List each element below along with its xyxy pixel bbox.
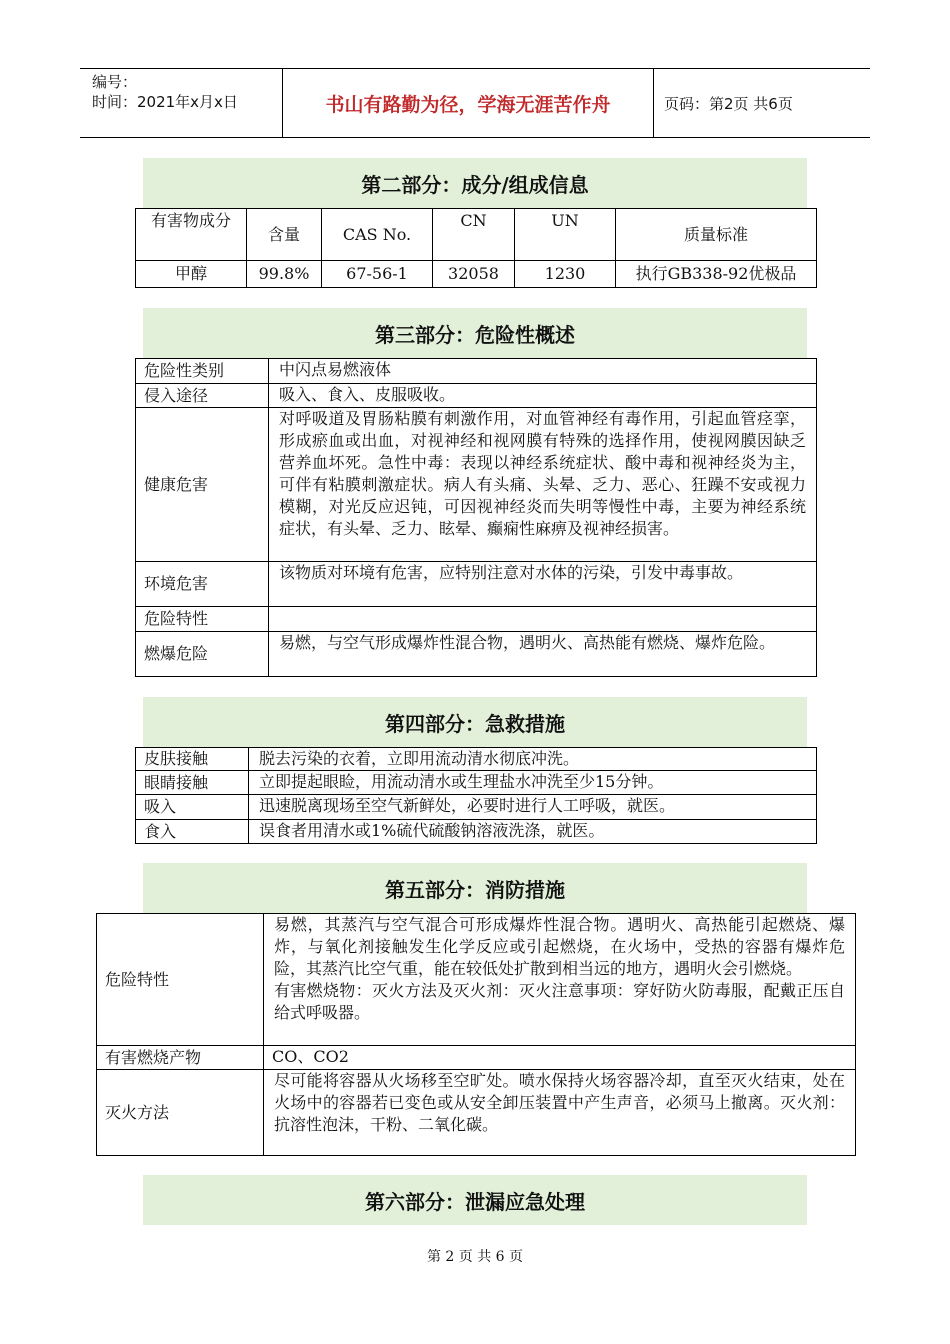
table-row: [136, 820, 817, 844]
table-row: [136, 408, 817, 562]
table-row: [136, 795, 817, 820]
header-component: 有害物成分: [136, 209, 247, 261]
row-label: 侵入途径: [136, 384, 269, 408]
header-un: UN: [515, 209, 616, 261]
document-number-label: 编号：: [92, 73, 138, 91]
row-value: 误食者用清水或1%硫代硫酸钠溶液洗涤，就医。: [249, 820, 817, 844]
row-label: 燃爆危险: [136, 632, 269, 677]
first-aid-table: [135, 747, 817, 844]
row-value: 脱去污染的衣着，立即用流动清水彻底冲洗。: [249, 748, 817, 771]
row-label: 灭火方法: [97, 1070, 264, 1156]
row-label: 皮肤接触: [136, 748, 249, 771]
cell-component: 甲醇: [136, 261, 247, 288]
header-page-info: 页码：第2页 共6页: [664, 94, 793, 113]
composition-header-row: [136, 209, 817, 261]
table-row: [97, 1046, 856, 1070]
row-value: 吸入、食入、皮服吸收。: [269, 384, 817, 408]
page-footer: 第 2 页 共 6 页: [426, 1249, 524, 1265]
row-value: 对呼吸道及胃肠粘膜有刺激作用，对血管神经有毒作用，引起血管痉挛，形成瘀血或出血，对视神经和视网膜有特殊的选择作用，使视网膜因缺乏营养血坏死。急性中毒：表现以神经系统症状、酸中毒和视神经炎为主，可伴有粘膜刺激症状。病人有头痛、头晕、乏力、恶心、狂躁不安或视力模糊，对光反应迟钝，可因视神经炎而失明等慢性中毒，主要为神经系统症状，有头晕、乏力、眩晕、癫痫性麻痹及视神经损害。: [269, 408, 817, 562]
table-row: [136, 359, 817, 384]
row-value: 立即提起眼睑，用流动清水或生理盐水冲洗至少15分钟。: [249, 771, 817, 795]
header-cn: CN: [433, 209, 515, 261]
row-value: CO、CO2: [264, 1046, 856, 1070]
table-row: [97, 914, 856, 1046]
table-row: [136, 384, 817, 408]
table-row: [136, 607, 817, 632]
row-label: 食入: [136, 820, 249, 844]
row-label: 危险性类别: [136, 359, 269, 384]
cell-un: 1230: [515, 261, 616, 288]
row-value: 易燃，与空气形成爆炸性混合物，遇明火、高热能有燃烧、爆炸危险。: [269, 632, 817, 677]
section3-title: 第三部分：危险性概述: [143, 308, 807, 358]
row-value: 迅速脱离现场至空气新鲜处，必要时进行人工呼吸，就医。: [249, 795, 817, 820]
section6-title: 第六部分：泄漏应急处理: [143, 1175, 807, 1225]
header-info-cell: [80, 69, 283, 137]
header-motto: 书山有路勤为径，学海无涯苦作舟: [325, 93, 611, 116]
row-value: 中闪点易燃液体: [269, 359, 817, 384]
section2-title: 第二部分：成分/组成信息: [143, 158, 807, 208]
cell-content: 99.8%: [247, 261, 322, 288]
row-value: [264, 914, 856, 1046]
composition-table: [135, 208, 817, 288]
row-label: 健康危害: [136, 408, 269, 562]
row-value: [269, 607, 817, 632]
cell-quality: 执行GB338-92优极品: [616, 261, 817, 288]
table-row: [136, 632, 817, 677]
header-quality: 质量标准: [616, 209, 817, 261]
header-content: 含量: [247, 209, 322, 261]
section5-title: 第五部分：消防措施: [143, 863, 807, 913]
header-page-cell: [654, 69, 870, 137]
fire-fighting-table: [96, 913, 856, 1156]
table-row: [136, 771, 817, 795]
composition-data-row: [136, 261, 817, 288]
cell-cn: 32058: [433, 261, 515, 288]
table-row: [136, 562, 817, 607]
table-row: [97, 1070, 856, 1156]
row-label: 危险特性: [136, 607, 269, 632]
row-label: 危险特性: [97, 914, 264, 1046]
table-row: [136, 748, 817, 771]
header-cas: CAS No.: [322, 209, 433, 261]
row-label: 有害燃烧产物: [97, 1046, 264, 1070]
row-label: 眼睛接触: [136, 771, 249, 795]
document-header: [80, 68, 870, 138]
row-label: 吸入: [136, 795, 249, 820]
header-motto-cell: [283, 69, 654, 137]
document-time-label: 时间：2021年x月x日: [92, 93, 238, 111]
fire-hazard-extra-text: 有害燃烧物：灭火方法及灭火剂：灭火注意事项：穿好防火防毒服，配戴正压自给式呼吸器。: [274, 981, 845, 1022]
section4-title: 第四部分：急救措施: [143, 697, 807, 747]
fire-hazard-text: 易燃，其蒸汽与空气混合可形成爆炸性混合物。遇明火、高热能引起燃烧、爆炸，与氧化剂接触发生化学反应或引起燃烧，在火场中，受热的容器有爆炸危险，其蒸汽比空气重，能在较低处扩散到相当远的地方，遇明火会引燃烧。: [274, 915, 845, 978]
row-value: 尽可能将容器从火场移至空旷处。喷水保持火场容器冷却，直至灭火结束，处在火场中的容器若已变色或从安全卸压装置中产生声音，必须马上撤离。灭火剂：抗溶性泡沫，干粉、二氧化碳。: [264, 1070, 856, 1156]
row-value: 该物质对环境有危害，应特别注意对水体的污染，引发中毒事故。: [269, 562, 817, 607]
cell-cas: 67-56-1: [322, 261, 433, 288]
row-label: 环境危害: [136, 562, 269, 607]
hazard-overview-table: [135, 358, 817, 677]
